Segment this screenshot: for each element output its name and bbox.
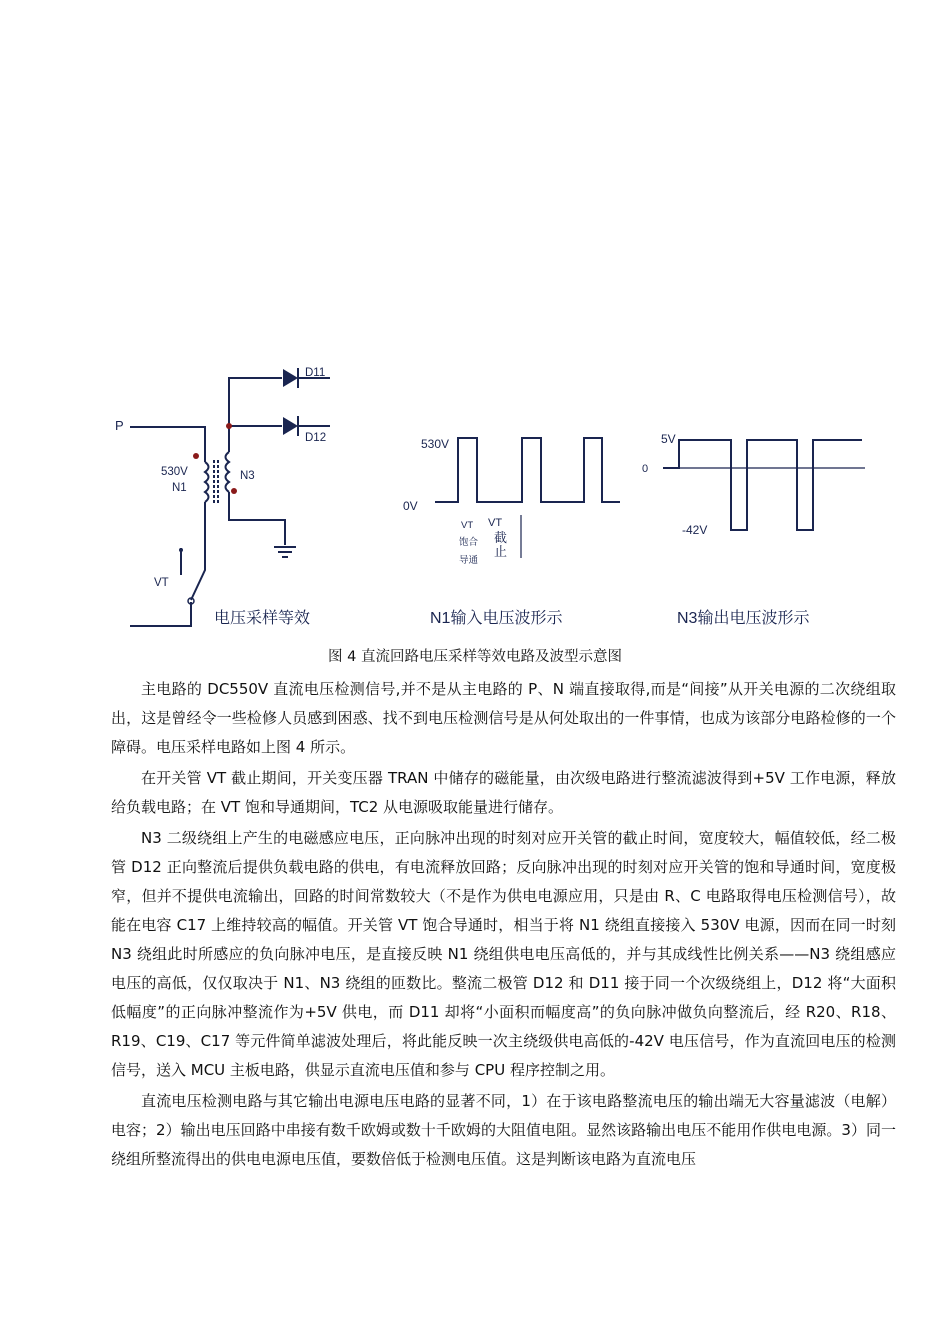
label-n3: N3: [240, 470, 255, 482]
dot-n1: [193, 453, 199, 459]
body-text: [111, 675, 896, 1176]
n1-label-530v: 530V: [421, 437, 450, 451]
wire-vt-bottom: [130, 602, 191, 626]
label-530v: 530V: [161, 466, 188, 478]
subcaption-circuit: 电压采样等效: [214, 610, 311, 627]
subcaption-n1: N1输入电压波形示: [430, 610, 563, 627]
label-d11: D11: [305, 367, 326, 379]
label-p: P: [115, 418, 124, 433]
n1-vt-sat-3: 导通: [459, 555, 479, 566]
transformer-core: [214, 460, 218, 505]
coil-n3: [226, 452, 230, 492]
paragraph: 主电路的 DC550V 直流电压检测信号,并不是从主电路的 P、N 端直接取得,而是“间接”从开关电源的二次绕组取出，这是曾经令一些检修人员感到困惑、找不到电压检测信号是从何处取出的一件事情，也成为该部分电路检修的一个障碍。电压采样电路如上图 4 所示。: [111, 680, 896, 756]
label-d12: D12: [305, 432, 327, 444]
dot-n3-top: [226, 423, 232, 429]
switch-contact-top: [179, 548, 183, 552]
wire-n3-bottom: [229, 492, 285, 545]
n3-square-wave: [663, 440, 862, 530]
paragraph: 在开关管 VT 截止期间，开关变压器 TRAN 中储存的磁能量，由次级电路进行整流滤波得到+5V 工作电源，释放给负载电路；在 VT 饱和导通期间，TC2 从电源吸取能量进行储存。: [111, 769, 896, 816]
diode-d12: [283, 417, 298, 435]
n3-label-0: 0: [642, 463, 649, 475]
ground-symbol: [274, 547, 296, 557]
coil-n1: [205, 462, 209, 502]
wire-n3-top: [229, 378, 282, 452]
wire-n1-down: [191, 502, 205, 600]
dot-n3-bottom: [231, 488, 237, 494]
n1-label-0v: 0V: [403, 499, 418, 513]
diode-d11: [283, 369, 298, 387]
n3-label-42v: -42V: [682, 523, 708, 537]
n1-vt-sat-1: VT: [461, 520, 474, 531]
n1-vt-cut-2: 截: [494, 530, 508, 545]
subcaption-n3: N3输出电压波形示: [677, 610, 810, 627]
n1-vt-cut-1: VT: [488, 517, 503, 529]
n1-vt-sat-2: 饱合: [459, 537, 479, 548]
label-n1: N1: [172, 482, 187, 494]
paragraph: 直流电压检测电路与其它输出电源电压电路的显著不同，1）在于该电路整流电压的输出端无大容量滤波（电解）电容；2）输出电压回路中串接有数千欧姆或数十千欧姆的大阻值电阻。显然该路输出电压不能用作供电电源。3）同一绕组所整流得出的供电电源电压值，要数倍低于检测电压值。这是判断该电路为直流电压: [111, 1092, 896, 1168]
n3-label-5v: 5V: [661, 432, 676, 446]
n1-vt-cut-3: 止: [494, 544, 508, 559]
circuit-figure: [0, 0, 950, 640]
figure-caption: 图 4 直流回路电压采样等效电路及波型示意图: [328, 649, 622, 665]
waveform-n3: [663, 440, 865, 530]
label-vt: VT: [154, 577, 169, 589]
n1-square-wave: [435, 438, 620, 502]
paragraph: N3 二级绕组上产生的电磁感应电压，正向脉冲出现的时刻对应开关管的截止时间，宽度较大，幅值较低，经二极管 D12 正向整流后提供负载电路的供电，有电流释放回路；反向脉冲出现的时刻对应开关管的饱和导通时间，宽度极窄，但并不提供电流输出，回路的时间常数较大（不是作为供电电源应用，只是由 R、C 电路取得电压检测信号），故能在电容 C17 上维持较高的幅值。开关管 VT 饱合导通时，相当于将 N1 绕组直接接入 530V 电源，因而在同一时刻 N3 绕组此时所感应的负向脉冲电压，是直接反映 N1 绕组供电电压高低的，并与其成线性比例关系——N3 绕组感应电压的高低，仅仅取决于 N1、N3 绕组的匝数比。整流二极管 D12 和 D11 接于同一个次级绕组上，D12 将“大面积低幅度”的正向脉冲整流作为+5V 供电，而 D11 却将“小面积而幅度高”的负向脉冲做负向整流后，经 R20、R18、R19、C19、C17 等元件简单滤波处理后，将此能反映一次主绕级供电高低的-42V 电压信号，作为直流回电压的检测信号，送入 MCU 主板电路，供显示直流电压值和参与 CPU 程序控制之用。: [111, 829, 897, 1079]
